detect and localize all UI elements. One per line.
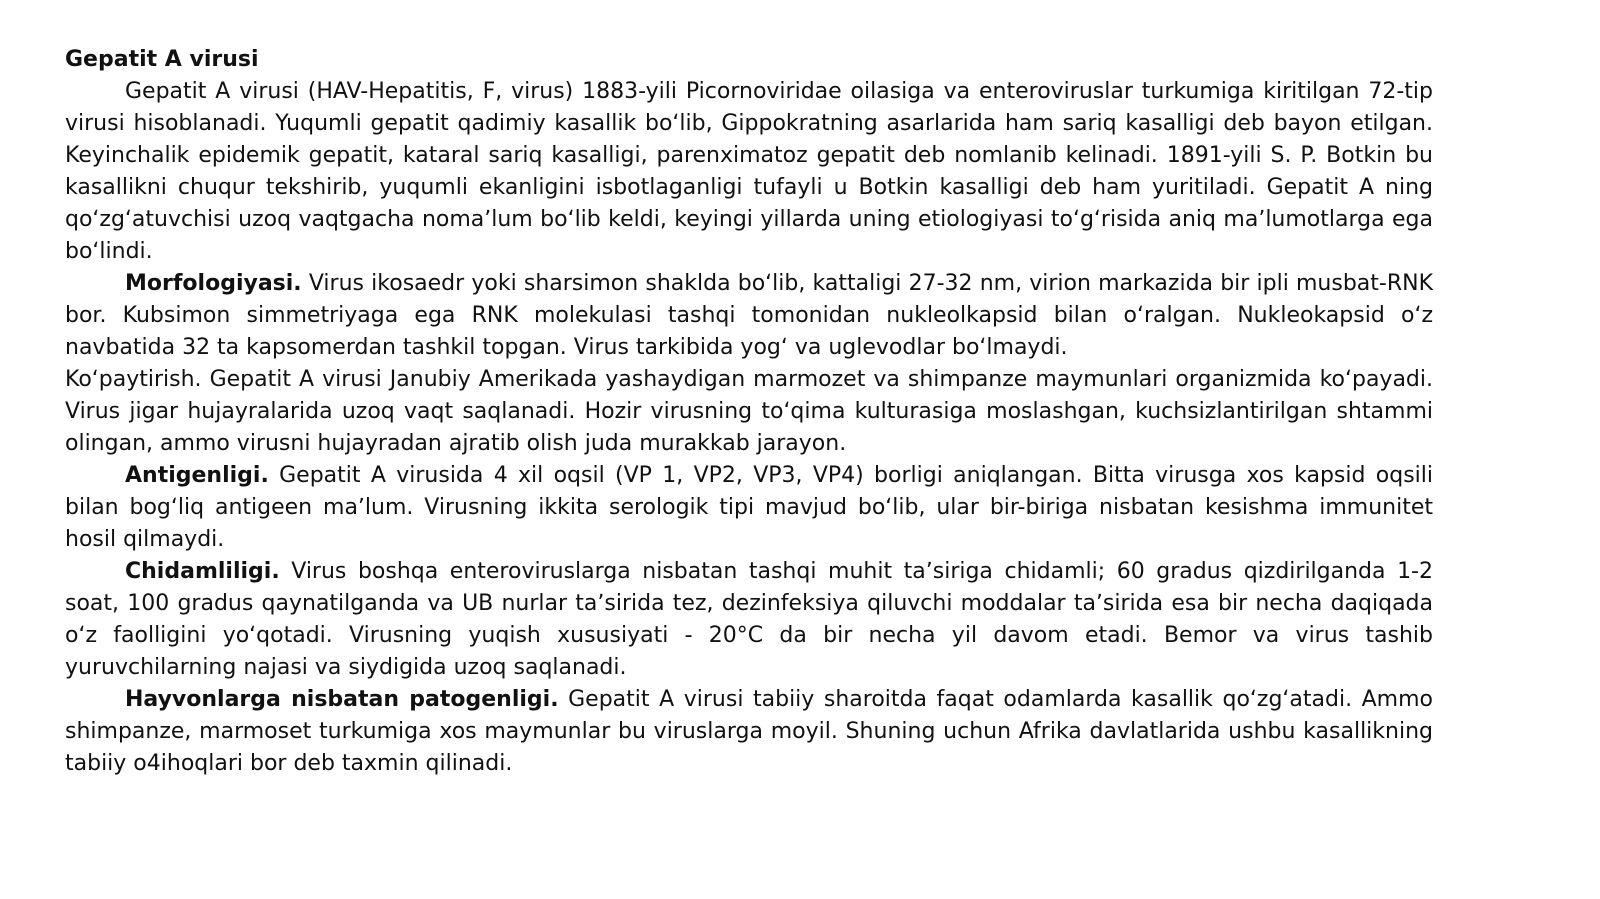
paragraph-text: Gepatit A virusida 4 xil oqsil (VP 1, VP2, VP3, VP4) borligi aniqlangan. Bitta virusga xos kapsid oqsili bilan bogʻliq antigeen maʼlum. Virusning ikkita serologik tipi mavjud boʻlib, ular bir-biriga nisbatan kesishma immunitet hosil qilmaydi. (65, 463, 1433, 552)
paragraph-heading: Chidamliligi. (125, 559, 280, 584)
paragraph-antigenicity (65, 460, 1433, 556)
paragraph-text: Virus ikosaedr yoki sharsimon shaklda boʻlib, kattaligi 27-32 nm, virion markazida bir ipli musbat-RNK bor. Kubsimon simmetriyaga ega RNK molekulasi tashqi tomonidan nukleolkapsid bilan oʻralgan. Nukleokapsid oʻz navbatida 32 ta kapsomerdan tashkil topgan. Virus tarkibida yogʻ va uglevodlar boʻlmaydi. (65, 271, 1433, 360)
paragraph-text: Gepatit A virusi tabiiy sharoitda faqat odamlarda kasallik qoʻzgʻatadi. Ammo shimpanze, marmoset turkumiga xos maymunlar bu viruslarga moyil. Shuning uchun Afrika davlatlarida ushbu kasallikning tabiiy o4ihoqlari bor deb taxmin qilinadi. (65, 687, 1434, 776)
document-title: Gepatit A virusi (65, 47, 259, 72)
paragraph-morphology (65, 268, 1433, 364)
paragraph-resistance (65, 556, 1433, 684)
document-page (65, 44, 1433, 780)
paragraph-heading: Antigenligi. (125, 463, 269, 488)
paragraph-reproduction (65, 364, 1433, 460)
paragraph-heading: Morfologiyasi. (125, 271, 302, 296)
paragraph-pathogenicity (65, 684, 1433, 780)
paragraph-heading: Hayvonlarga nisbatan patogenligi. (125, 687, 559, 712)
paragraph-introduction (65, 76, 1433, 268)
paragraph-text: Virus boshqa enteroviruslarga nisbatan tashqi muhit taʼsiriga chidamli; 60 gradus qizdirilganda 1-2 soat, 100 gradus qaynatilganda va UB nurlar taʼsirida tez, dezinfeksiya qiluvchi moddalar taʼsirida esa bir necha daqiqada oʻz faolligini yoʻqotadi. Virusning yuqish xususiyati - 20°C da bir necha yil davom etadi. Bemor va virus tashib yuruvchilarning najasi va siydigida uzoq saqlanadi. (65, 559, 1433, 680)
paragraph-text: Koʻpaytirish. Gepatit A virusi Janubiy Amerikada yashaydigan marmozet va shimpanze maymunlari organizmida koʻpayadi. Virus jigar hujayralarida uzoq vaqt saqlanadi. Hozir virusning toʻqima kulturasiga moslashgan, kuchsizlantirilgan shtammi olingan, ammo virusni hujayradan ajratib olish juda murakkab jarayon. (65, 367, 1433, 456)
paragraph-text: Gepatit A virusi (HAV-Hepatitis, F, virus) 1883-yili Picornoviridae oilasiga va enteroviruslar turkumiga kiritilgan 72-tip virusi hisoblanadi. Yuqumli gepatit qadimiy kasallik boʻlib, Gippokratning asarlarida ham sariq kasalligi deb bayon etilgan. Keyinchalik epidemik gepatit, kataral sariq kasalligi, parenximatoz gepatit deb nomlanib kelinadi. 1891-yili S. P. Botkin bu kasallikni chuqur tekshirib, yuqumli ekanligini isbotlaganligi tufayli u Botkin kasalligi deb ham yuritiladi. Gepatit A ning qoʻzgʻatuvchisi uzoq vaqtgacha nomaʼlum boʻlib keldi, keyingi yillarda uning etiologiyasi toʻgʻrisida aniq maʼlumotlarga ega boʻlindi. (65, 79, 1433, 264)
